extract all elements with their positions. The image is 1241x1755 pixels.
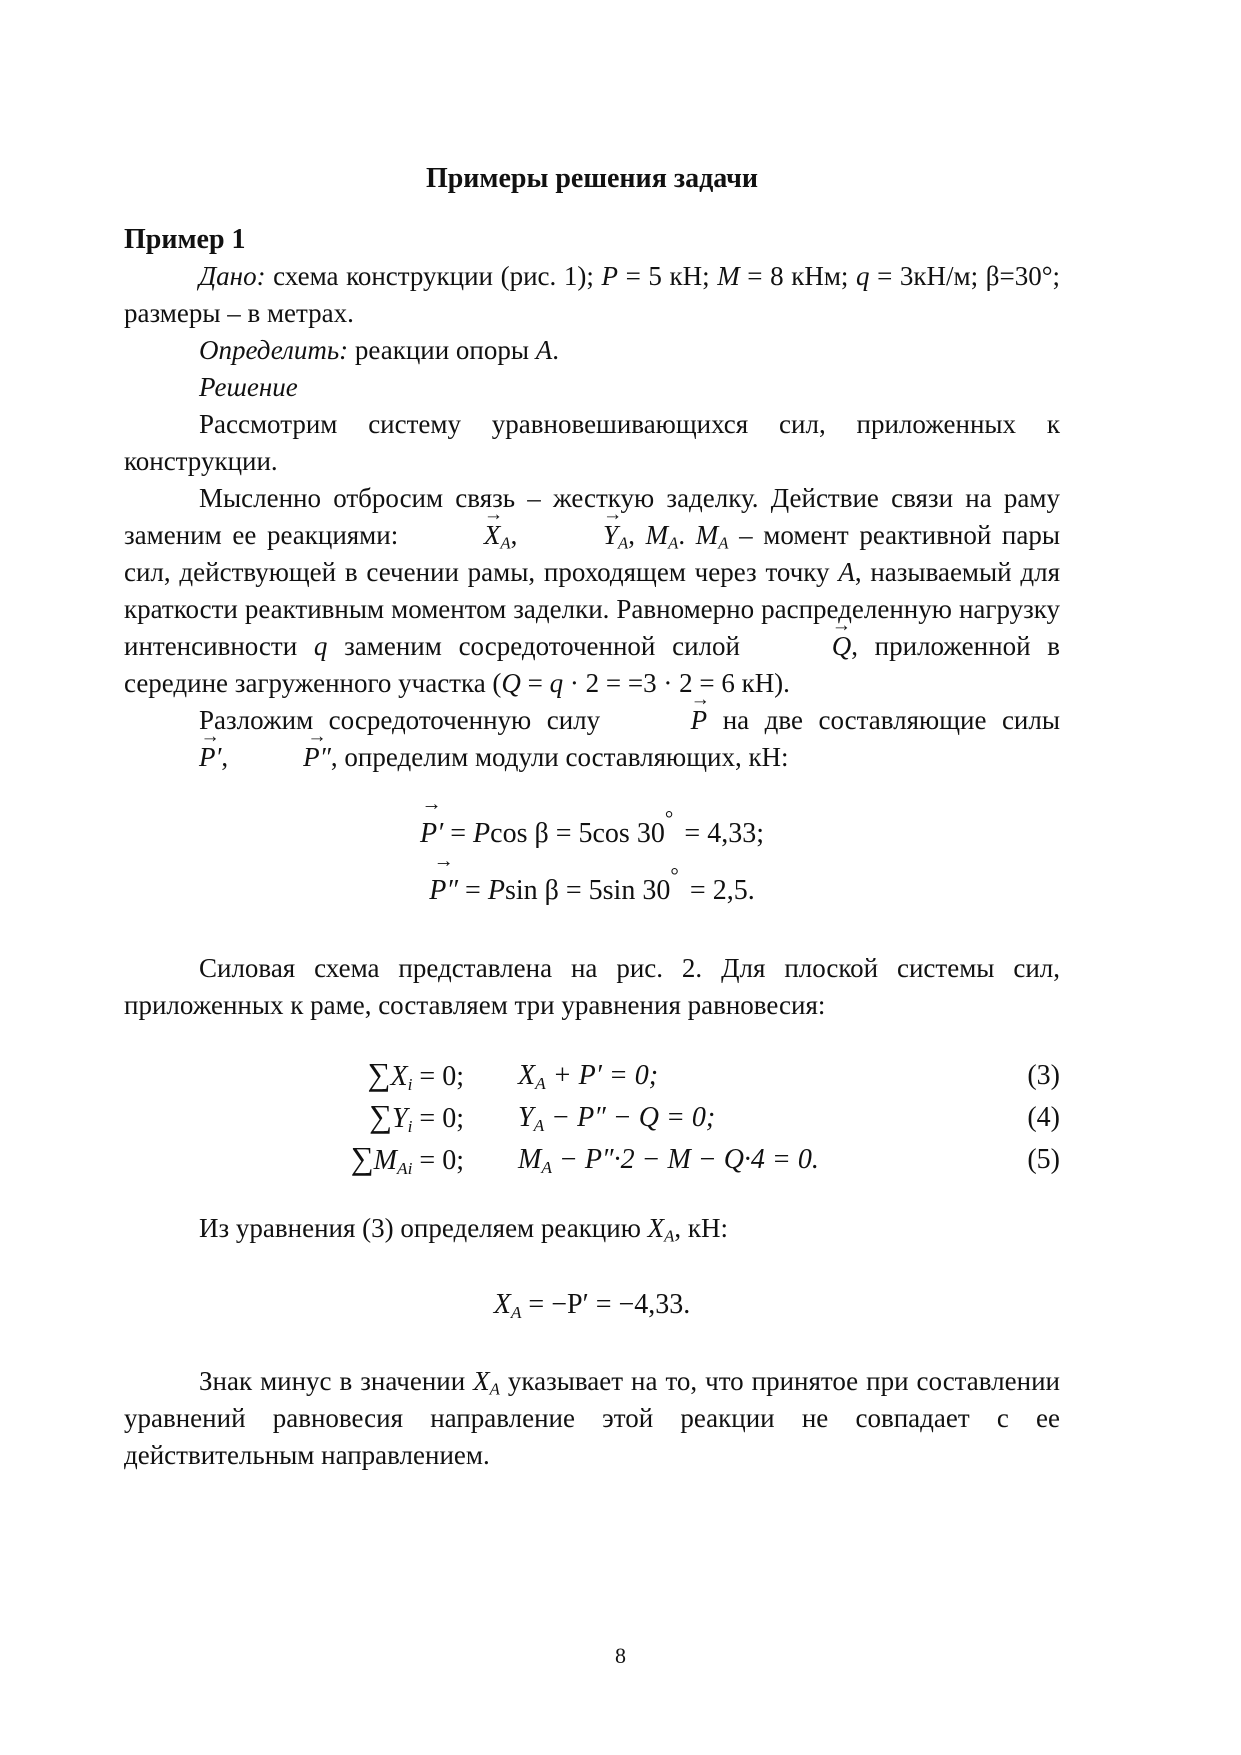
- equation-row-4: [124, 1096, 1060, 1138]
- subscript: i: [407, 1116, 413, 1136]
- symbol-x: X: [483, 520, 501, 550]
- symbol-x: X: [493, 1289, 511, 1320]
- variable: X: [518, 1059, 536, 1091]
- equilibrium-equations: [124, 1054, 1060, 1180]
- paragraph-minus-sign: [124, 1363, 1060, 1474]
- variable: M: [518, 1143, 542, 1175]
- paragraph-decompose: [124, 702, 1060, 776]
- subscript-a: A: [500, 533, 511, 553]
- given-paragraph: [124, 258, 1060, 332]
- sum-part: [124, 1054, 518, 1096]
- given-text: схема конструкции (рис. 1);: [265, 261, 602, 291]
- symbol-x: X: [473, 1366, 490, 1396]
- given-q-symbol: q: [856, 261, 870, 291]
- determine-label: Определить:: [199, 335, 349, 365]
- symbol-m: M: [645, 520, 669, 550]
- given-p-symbol: P: [601, 261, 618, 291]
- result: = 2,5.: [682, 875, 755, 906]
- equation-number: (3): [1027, 1059, 1060, 1091]
- variable: X: [390, 1060, 408, 1092]
- vector-q: [757, 628, 852, 665]
- equation-xa: [124, 1277, 1060, 1333]
- equation-p-prime: [124, 806, 1060, 863]
- symbol-p-double-prime: P″: [429, 875, 459, 906]
- subscript-a: A: [668, 533, 679, 553]
- solution-label: Решение: [199, 372, 298, 402]
- text-run: указывает на то, что принятое при составлении уравнений равновесия направление этой реакции не совпадает с ее действительным направлением.: [124, 1366, 1060, 1470]
- text-run: , определим модули составляющих, кН:: [330, 742, 789, 772]
- given-m-value: = 8 кНм;: [739, 261, 849, 291]
- subscript: A: [535, 1073, 546, 1093]
- sum-symbol: ∑: [369, 1097, 393, 1134]
- given-p-value: = 5 кН;: [617, 261, 718, 291]
- vector-p-prime: [124, 739, 221, 776]
- equilibrium-table: [124, 1054, 1060, 1180]
- given-label: Дано:: [199, 261, 266, 291]
- subscript-a: A: [510, 1302, 522, 1322]
- determine-end: .: [552, 335, 560, 365]
- symbol-p: P: [487, 875, 505, 906]
- separator: ,: [628, 520, 646, 550]
- equals: =: [443, 818, 474, 849]
- symbol-x: X: [647, 1213, 665, 1243]
- variable: M: [373, 1144, 397, 1176]
- given-rest: = 3кН/м; β=30°; размеры – в метрах.: [124, 261, 1060, 328]
- page-title: Примеры решения задачи: [425, 163, 759, 194]
- example-heading: Пример 1: [124, 224, 246, 255]
- symbol-q: q: [313, 631, 328, 661]
- equation-p-double-prime: [124, 863, 1060, 920]
- symbol-p-prime: P′: [420, 818, 444, 849]
- symbol-a: A: [838, 557, 855, 587]
- vector-p-double-prime: [429, 863, 458, 919]
- symbol-p-prime: P′: [199, 742, 222, 772]
- subscript: i: [407, 1074, 413, 1094]
- subscript: Ai: [396, 1158, 413, 1178]
- xa-equation-block: [124, 1277, 1060, 1333]
- subscript-a: A: [618, 533, 629, 553]
- expression: + P′ = 0;: [545, 1059, 659, 1091]
- page-number: 8: [615, 1643, 626, 1668]
- text-run: Знак минус в значении: [199, 1366, 474, 1396]
- expression: = −P′ = −4,33.: [521, 1289, 691, 1320]
- expression: cos β = 5cos 30: [490, 818, 665, 849]
- paragraph-force-scheme: Силовая схема представлена на рис. 2. Для плоской системы сил, приложенных к раме, составляем три уравнения равновесия:: [124, 953, 1060, 1020]
- sum-part: [124, 1096, 518, 1138]
- sum-symbol: ∑: [350, 1139, 374, 1176]
- separator: ,: [221, 742, 229, 772]
- decomposition-equations: [124, 806, 1060, 920]
- text-run: =: [520, 668, 550, 698]
- expression: − P″·2 − M − Q·4 = 0.: [551, 1143, 819, 1175]
- text-run: – момент реактивной пары сил, действующей в сечении рамы, проходящем через точку: [124, 520, 1060, 587]
- vector-p-double-prime: [228, 739, 331, 776]
- degree-sign: °: [670, 863, 679, 888]
- determine-text: реакции опоры: [348, 335, 536, 365]
- text-run: заменим сосредоточенной силой: [327, 631, 757, 661]
- subscript-a: A: [664, 1226, 675, 1246]
- expression: − P″ − Q = 0;: [544, 1101, 716, 1133]
- determine-a: A: [535, 335, 553, 365]
- vector-ya: [528, 517, 618, 554]
- equals: =: [458, 875, 488, 906]
- symbol-p: P: [473, 818, 491, 849]
- text-run: на две составляющие силы: [707, 705, 1060, 735]
- paragraph-consider: Рассмотрим систему уравновешивающихся сил, приложенных к конструкции.: [124, 409, 1060, 476]
- text-run: , приложенной в середине загруженного участка (: [124, 631, 1060, 698]
- equation-number: (4): [1027, 1101, 1060, 1133]
- page-content: [124, 160, 1060, 1474]
- expression-part: [518, 1138, 1000, 1180]
- symbol-q-force: Q: [831, 631, 852, 661]
- equation-number: (5): [1027, 1143, 1060, 1175]
- subscript: A: [541, 1157, 552, 1177]
- expression-part: [518, 1096, 1000, 1138]
- text-run: Разложим сосредоточенную силу: [199, 705, 616, 735]
- separator: .: [678, 520, 696, 550]
- vector-p: [616, 702, 708, 739]
- variable: Y: [392, 1102, 408, 1134]
- text-run: , кН:: [674, 1213, 728, 1243]
- equation-row-5: [124, 1138, 1060, 1180]
- symbol-p: P: [690, 705, 708, 735]
- paragraph-reactions: [124, 480, 1060, 702]
- result: = 4,33;: [677, 818, 764, 849]
- equation-row-3: [124, 1054, 1060, 1096]
- text-run: · 2 = =3 · 2 = 6 кН).: [563, 668, 790, 698]
- subscript-a: A: [718, 533, 729, 553]
- vector-xa: [409, 517, 501, 554]
- equals-zero: = 0;: [412, 1144, 464, 1176]
- expression: sin β = 5sin 30: [504, 875, 671, 906]
- subscript: A: [533, 1115, 545, 1135]
- degree-sign: °: [664, 806, 674, 831]
- text-run: , называемый для краткости реактивным моментом заделки. Равномерно распределенную нагрузку интенсивности: [124, 557, 1061, 661]
- text-run: Из уравнения (3) определяем реакцию: [199, 1213, 648, 1243]
- symbol-q: q: [549, 668, 564, 698]
- equals-zero: = 0;: [412, 1102, 464, 1134]
- expression-part: [518, 1054, 1000, 1096]
- symbol-p-double-prime: P″: [303, 742, 331, 772]
- text-run: Мысленно отбросим связь – жесткую заделку. Действие связи на раму заменим ее реакциями:: [124, 483, 1060, 550]
- separator: ,: [510, 520, 528, 550]
- sum-part: [124, 1138, 518, 1180]
- subscript-a: A: [489, 1379, 500, 1399]
- symbol-y: Y: [603, 520, 619, 550]
- variable: Y: [518, 1101, 534, 1133]
- equals-zero: = 0;: [412, 1060, 464, 1092]
- symbol-q-force: Q: [501, 668, 521, 698]
- symbol-m: M: [695, 520, 719, 550]
- given-m-symbol: M: [717, 261, 740, 291]
- determine-paragraph: [124, 332, 1060, 369]
- sum-symbol: ∑: [367, 1055, 391, 1092]
- paragraph-from-equation: [124, 1210, 1060, 1247]
